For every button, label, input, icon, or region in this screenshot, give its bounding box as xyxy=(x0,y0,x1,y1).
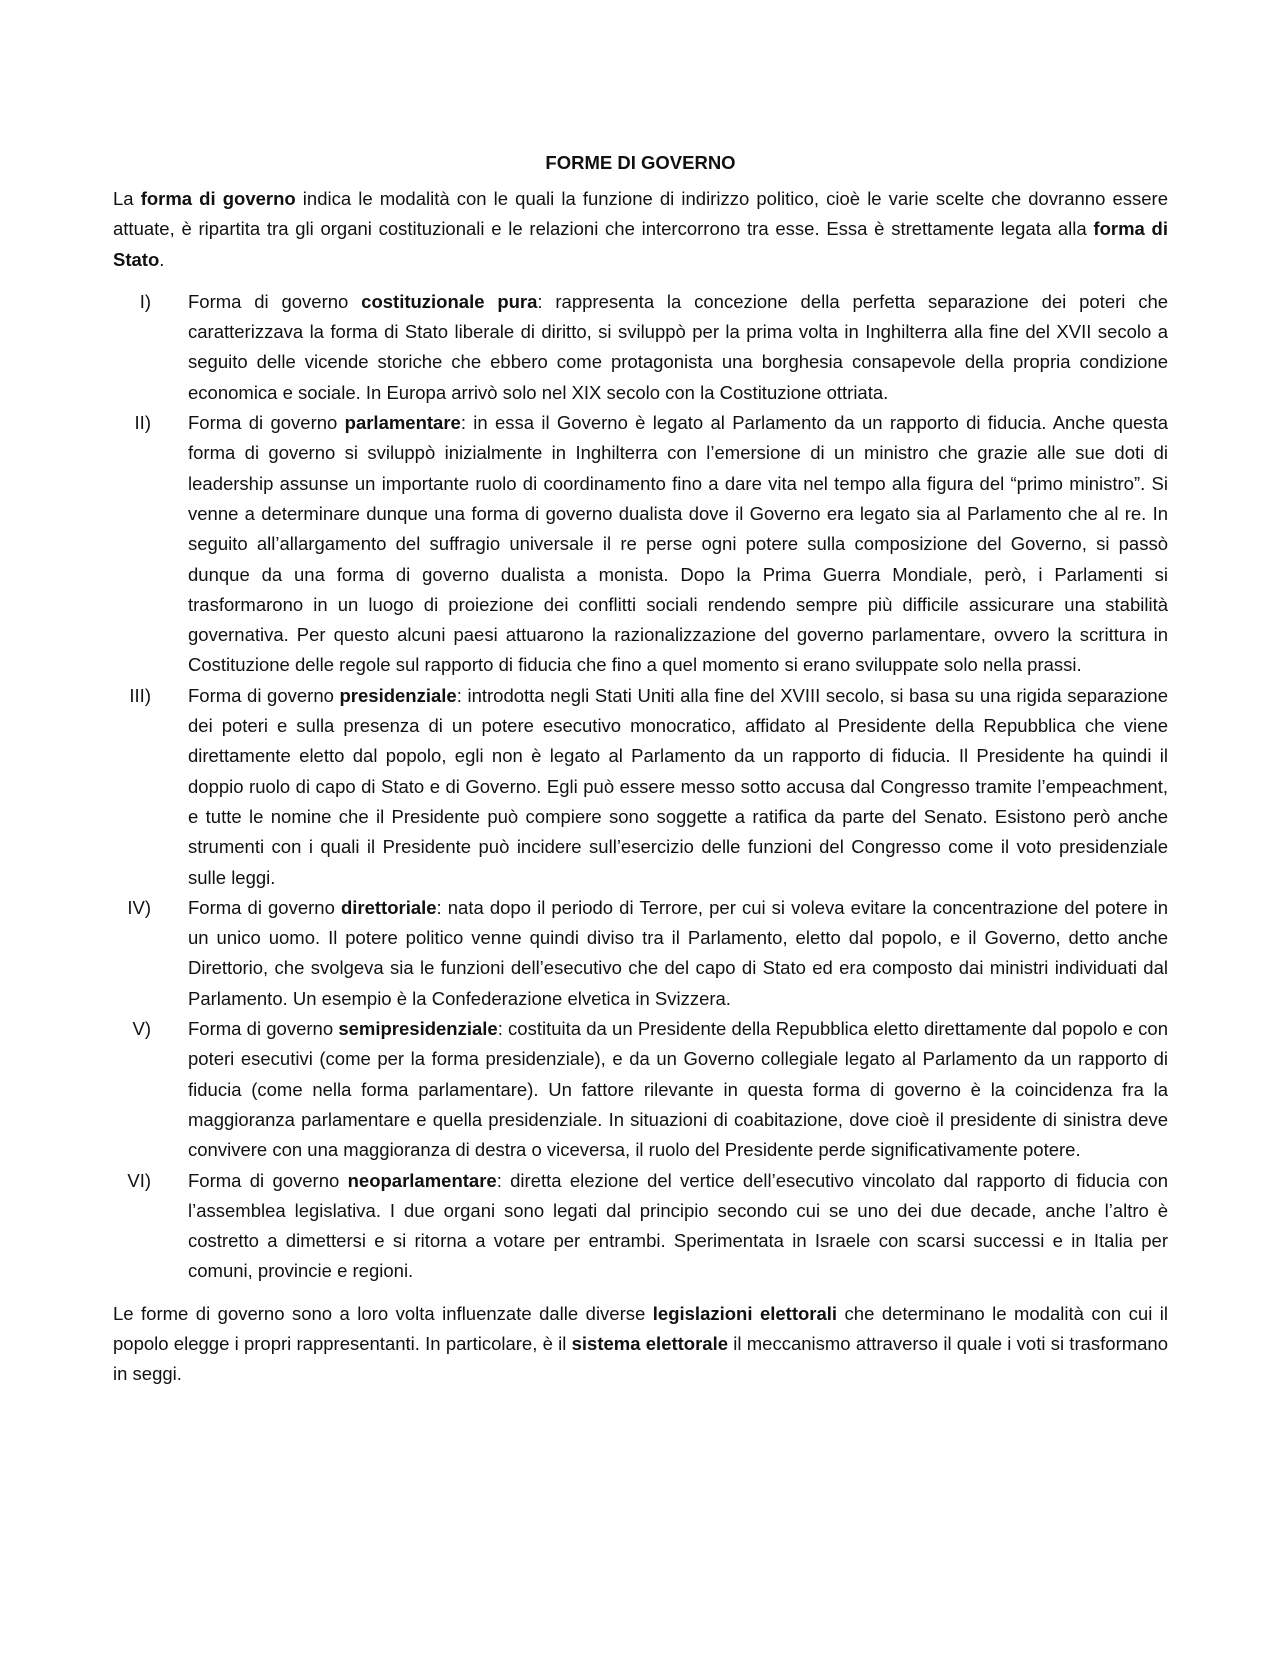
list-item-number: IV) xyxy=(127,896,151,918)
list-item-number: I) xyxy=(139,290,151,312)
list-item-prefix: Forma di governo xyxy=(188,684,340,706)
list-item-costituzionale-pura xyxy=(113,287,1168,408)
list-item-text: : diretta elezione del vertice dell’esecutivo vincolato dal rapporto di fiducia con l’assemblea legislativa. I due organi sono legati dal principio secondo cui se uno dei due decade, anche l’altro è costretto a dimettersi e si ritorna a votare per entrambi. Sperimentata in Israele con scarsi successi e in Italia per comuni, provincie e regioni. xyxy=(188,1169,1169,1282)
intro-text-2: indica le modalità con le quali la funzione di indirizzo politico, cioè le varie scelte che dovranno essere attuate, è ripartita tra gli organi costituzionali e le relazioni che intercorrono tra esse. Essa è strettamente legata alla xyxy=(113,188,1168,240)
list-item-term: semipresidenziale xyxy=(338,1018,498,1040)
list-item-term: parlamentare xyxy=(344,412,461,434)
list-item-prefix: Forma di governo xyxy=(188,290,362,312)
list-item-term: costituzionale pura xyxy=(361,290,538,312)
page-title: FORME DI GOVERNO xyxy=(545,152,736,173)
list-item-number: II) xyxy=(134,412,151,434)
list-item-neoparlamentare xyxy=(113,1166,1168,1287)
list-item-presidenziale xyxy=(113,681,1168,893)
intro-text-3: . xyxy=(159,248,165,270)
intro-bold-forma-di-governo: forma di governo xyxy=(140,188,296,209)
intro-text-1: La xyxy=(113,188,141,209)
list-item-text: : rappresenta la concezione della perfetta separazione dei poteri che caratterizzava la forma di Stato liberale di diritto, si sviluppò per la prima volta in Inghilterra alla fine del XVII secolo a seguito delle vicende storiche che ebbero come protagonista una borghesia consapevole della propria condizione economica e sociale. In Europa arrivò solo nel XIX secolo con la Costituzione ottriata. xyxy=(188,290,1169,403)
intro-bold-forma-di-stato: forma di Stato xyxy=(113,218,1168,270)
list-item-prefix: Forma di governo xyxy=(188,1018,339,1040)
list-item-number: V) xyxy=(132,1018,151,1040)
list-item-text: : costituita da un Presidente della Repubblica eletto direttamente dal popolo e con poteri esecutivi (come per la forma presidenziale), e da un Governo collegiale legato al Parlamento da un rapporto di fiducia (come nella forma parlamentare). Un fattore rilevante in questa forma di governo è la coincidenza fra la maggioranza parlamentare e quella presidenziale. In situazioni di coabitazione, dove cioè il presidente di sinistra deve convivere con una maggioranza di destra o viceversa, il ruolo del Presidente perde significativamente potere. xyxy=(188,1018,1169,1161)
list-item-term: direttoriale xyxy=(340,896,437,918)
list-item-prefix: Forma di governo xyxy=(188,412,345,434)
list-item-term: neoparlamentare xyxy=(347,1169,497,1191)
closing-text-1: Le forme di governo sono a loro volta influenzate dalle diverse xyxy=(113,1302,653,1324)
intro-paragraph xyxy=(113,184,1168,275)
list-item-semipresidenziale xyxy=(113,1014,1168,1165)
closing-paragraph xyxy=(113,1299,1168,1390)
list-item-text: : nata dopo il periodo di Terrore, per cui si voleva evitare la concentrazione del potere in un unico uomo. Il potere politico venne quindi diviso tra il Parlamento, eletto dal popolo, e il Governo, detto anche Direttorio, che svolgeva sia le funzioni dell’esecutivo che del capo di Stato ed era composto dai ministri individuati dal Parlamento. Un esempio è la Confederazione elvetica in Svizzera. xyxy=(188,896,1168,1009)
list-item-number: VI) xyxy=(127,1169,151,1191)
document-page xyxy=(113,148,1168,1390)
list-item-text: : introdotta negli Stati Uniti alla fine del XVIII secolo, si basa su una rigida separazione dei poteri e sulla presenza di un potere esecutivo monocratico, affidato al Presidente della Repubblica che viene direttamente eletto dal popolo, egli non è legato al Parlamento da un rapporto di fiducia. Il Presidente ha quindi il doppio ruolo di capo di Stato e di Governo. Egli può essere messo sotto accusa dal Congresso tramite l’empeachment, e tutte le nomine che il Presidente può compiere sono soggette a ratifica da parte del Senato. Esistono però anche strumenti con i quali il Presidente può incidere sull’esercizio delle funzioni del Congresso come il voto presidenziale sulle leggi. xyxy=(188,684,1169,888)
list-item-term: presidenziale xyxy=(339,684,457,706)
closing-bold-sistema-elettorale: sistema elettorale xyxy=(571,1332,729,1354)
list-item-text: : in essa il Governo è legato al Parlamento da un rapporto di fiducia. Anche questa forma di governo si sviluppò inizialmente in Inghilterra con l’emersione di un ministro che grazie alle sue doti di leadership assunse un importante ruolo di coordinamento fino a dare vita nel tempo alla figura del “primo ministro”. Si venne a determinare dunque una forma di governo dualista dove il Governo era legato sia al Parlamento che al re. In seguito all’allargamento del suffragio universale il re perse ogni potere sulla composizione del Governo, si passò dunque da una forma di governo dualista a monista. Dopo la Prima Guerra Mondiale, però, i Parlamenti si trasformarono in un luogo di proiezione dei conflitti sociali rendendo sempre più difficile assicurare una stabilità governativa. Per questo alcuni paesi attuarono la razionalizzazione del governo parlamentare, ovvero la scrittura in Costituzione delle regole sul rapporto di fiducia che fino a quel momento si erano sviluppate solo nella prassi. xyxy=(188,412,1169,676)
list-item-number: III) xyxy=(129,684,151,706)
list-item-prefix: Forma di governo xyxy=(188,896,341,918)
closing-text-2: che determinano le modalità con cui il popolo elegge i propri rappresentanti. In particolare, è il xyxy=(113,1302,1169,1354)
forms-list xyxy=(113,287,1168,1287)
closing-text-3: il meccanismo attraverso il quale i voti si trasformano in seggi. xyxy=(113,1332,1169,1385)
closing-bold-legislazioni-elettorali: legislazioni elettorali xyxy=(652,1302,838,1324)
list-item-direttoriale xyxy=(113,893,1168,1014)
list-item-prefix: Forma di governo xyxy=(188,1169,348,1191)
list-item-parlamentare xyxy=(113,408,1168,681)
